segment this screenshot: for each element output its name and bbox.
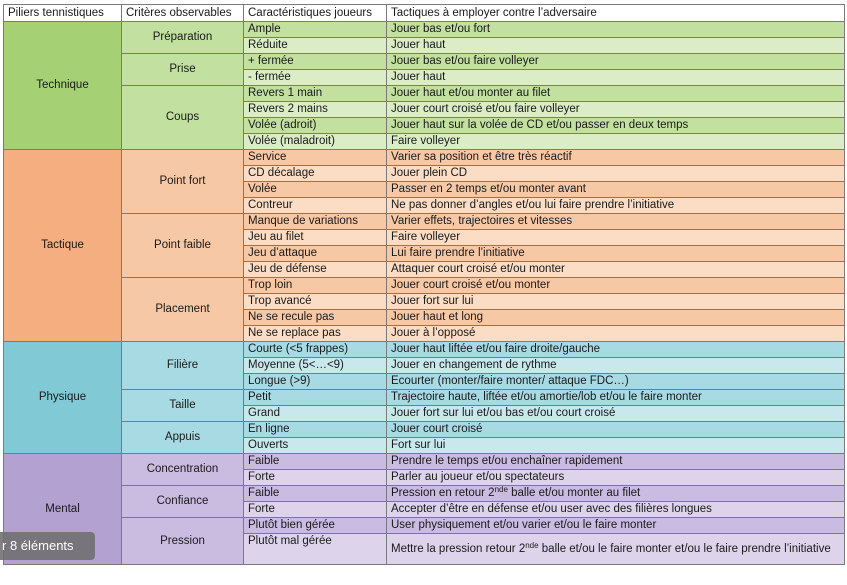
characteristic-cell: Service bbox=[244, 150, 387, 166]
table-row bbox=[4, 86, 845, 102]
tactic-cell bbox=[387, 118, 845, 134]
criterion-cell: Prise bbox=[122, 54, 244, 86]
tactic-cell bbox=[387, 246, 845, 262]
characteristic-cell: Ne se replace pas bbox=[244, 326, 387, 342]
table-row bbox=[4, 278, 845, 294]
tactic-cell bbox=[387, 262, 845, 278]
tactic-cell bbox=[387, 358, 845, 374]
tactic-text: Jouer à l’opposé bbox=[391, 327, 476, 339]
tactic-text: Jouer court croisé et/ou faire volleyer bbox=[391, 103, 580, 115]
tactic-cell bbox=[387, 230, 845, 246]
tactic-cell bbox=[387, 294, 845, 310]
item-count-overlay: r 8 éléments bbox=[0, 532, 95, 560]
criterion-cell: Filière bbox=[122, 342, 244, 390]
criterion-cell: Appuis bbox=[122, 422, 244, 454]
table-row bbox=[4, 486, 845, 502]
table-row bbox=[4, 22, 845, 38]
characteristic-cell: Longue (>9) bbox=[244, 374, 387, 390]
tactic-text: Jouer haut liftée et/ou faire droite/gauche bbox=[391, 343, 601, 355]
pillar-cell: Tactique bbox=[4, 150, 122, 342]
criterion-cell: Pression bbox=[122, 518, 244, 565]
characteristic-cell: Volée (adroit) bbox=[244, 118, 387, 134]
tactic-cell bbox=[387, 438, 845, 454]
tactic-cell bbox=[387, 406, 845, 422]
table-row bbox=[4, 150, 845, 166]
tactic-text: Varier effets, trajectoires et vitesses bbox=[391, 215, 573, 227]
pillar-cell: Technique bbox=[4, 22, 122, 150]
tactic-text: Faire volleyer bbox=[391, 231, 461, 243]
criterion-cell: Préparation bbox=[122, 22, 244, 54]
characteristic-cell: Réduite bbox=[244, 38, 387, 54]
characteristic-cell: Courte (<5 frappes) bbox=[244, 342, 387, 358]
tactic-text-after: balle et/ou le faire monter et/ou le faire prendre l’initiative bbox=[538, 543, 831, 555]
tactic-cell bbox=[387, 310, 845, 326]
table-row bbox=[4, 390, 845, 406]
characteristic-cell: - fermée bbox=[244, 70, 387, 86]
pillar-cell: Physique bbox=[4, 342, 122, 454]
tactic-cell bbox=[387, 102, 845, 118]
characteristic-cell: Ample bbox=[244, 22, 387, 38]
tactic-cell bbox=[387, 422, 845, 438]
tactic-text: Jouer fort sur lui et/ou bas et/ou court croisé bbox=[391, 407, 616, 419]
tactic-cell bbox=[387, 486, 845, 502]
tactic-cell bbox=[387, 518, 845, 534]
table-body bbox=[4, 22, 845, 565]
tactic-superscript: nde bbox=[494, 485, 508, 494]
tactic-text: Ecourter (monter/faire monter/ attaque FDC…) bbox=[391, 375, 629, 387]
characteristic-cell: + fermée bbox=[244, 54, 387, 70]
table-row bbox=[4, 54, 845, 70]
tactic-text: Fort sur lui bbox=[391, 439, 446, 451]
tactic-cell bbox=[387, 214, 845, 230]
characteristic-cell: En ligne bbox=[244, 422, 387, 438]
tactic-text: Mettre la pression retour 2 bbox=[391, 543, 526, 555]
tactic-text: Attaquer court croisé et/ou monter bbox=[391, 263, 565, 275]
criterion-cell: Coups bbox=[122, 86, 244, 150]
characteristic-cell: Manque de variations bbox=[244, 214, 387, 230]
tactic-cell bbox=[387, 70, 845, 86]
tactic-cell bbox=[387, 374, 845, 390]
tactic-text: Accepter d’être en défense et/ou user avec des filières longues bbox=[391, 503, 712, 515]
characteristic-cell: Forte bbox=[244, 470, 387, 486]
characteristic-cell: Forte bbox=[244, 502, 387, 518]
tactic-text-after: balle et/ou monter au filet bbox=[507, 487, 641, 499]
characteristic-cell: Jeu au filet bbox=[244, 230, 387, 246]
tactic-text: User physiquement et/ou varier et/ou le faire monter bbox=[391, 519, 657, 531]
tactic-cell bbox=[387, 22, 845, 38]
criterion-cell: Point fort bbox=[122, 150, 244, 214]
tactic-text: Prendre le temps et/ou enchaîner rapidement bbox=[391, 455, 623, 467]
tactic-cell bbox=[387, 134, 845, 150]
tactic-cell bbox=[387, 54, 845, 70]
tactic-cell bbox=[387, 166, 845, 182]
tactics-table-container bbox=[3, 4, 845, 565]
tactic-text: Jouer bas et/ou fort bbox=[391, 23, 491, 35]
criterion-cell: Placement bbox=[122, 278, 244, 342]
characteristic-cell: Plutôt bien gérée bbox=[244, 518, 387, 534]
tactic-text: Pression en retour 2 bbox=[391, 487, 495, 499]
table-row bbox=[4, 518, 845, 534]
criterion-cell: Concentration bbox=[122, 454, 244, 486]
criterion-cell: Point faible bbox=[122, 214, 244, 278]
header-piliers: Piliers tennistiques bbox=[4, 5, 122, 22]
characteristic-cell: Petit bbox=[244, 390, 387, 406]
tactic-text: Jouer plein CD bbox=[391, 167, 468, 179]
tactic-text: Jouer haut et long bbox=[391, 311, 484, 323]
characteristic-cell: Moyenne (5<…<9) bbox=[244, 358, 387, 374]
tactic-cell bbox=[387, 534, 845, 565]
table-row bbox=[4, 422, 845, 438]
header-caracteristiques: Caractéristiques joueurs bbox=[244, 5, 387, 22]
tactic-cell bbox=[387, 86, 845, 102]
tactic-superscript: nde bbox=[525, 541, 539, 550]
tactic-text: Trajectoire haute, liftée et/ou amortie/lob et/ou le faire monter bbox=[391, 391, 702, 403]
characteristic-cell: Revers 2 mains bbox=[244, 102, 387, 118]
characteristic-cell: Jeu de défense bbox=[244, 262, 387, 278]
tactic-cell bbox=[387, 326, 845, 342]
tactic-cell bbox=[387, 502, 845, 518]
table-row bbox=[4, 214, 845, 230]
tactic-text: Jouer haut bbox=[391, 39, 446, 51]
characteristic-cell: Volée bbox=[244, 182, 387, 198]
characteristic-cell: Faible bbox=[244, 486, 387, 502]
tactic-text: Ne pas donner d’angles et/ou lui faire prendre l’initiative bbox=[391, 199, 675, 211]
tactics-table bbox=[3, 4, 845, 565]
characteristic-cell: Plutôt mal gérée bbox=[244, 534, 387, 565]
table-row bbox=[4, 342, 845, 358]
criterion-cell: Confiance bbox=[122, 486, 244, 518]
tactic-text: Faire volleyer bbox=[391, 135, 461, 147]
tactic-cell bbox=[387, 342, 845, 358]
header-tactiques: Tactiques à employer contre l’adversaire bbox=[387, 5, 845, 22]
characteristic-cell: Faible bbox=[244, 454, 387, 470]
tactic-text: Jouer court croisé et/ou monter bbox=[391, 279, 551, 291]
characteristic-cell: CD décalage bbox=[244, 166, 387, 182]
tactic-text: Jouer fort sur lui bbox=[391, 295, 474, 307]
tactic-text: Passer en 2 temps et/ou monter avant bbox=[391, 183, 586, 195]
characteristic-cell: Jeu d’attaque bbox=[244, 246, 387, 262]
tactic-cell bbox=[387, 38, 845, 54]
tactic-cell bbox=[387, 454, 845, 470]
characteristic-cell: Grand bbox=[244, 406, 387, 422]
tactic-text: Jouer haut et/ou monter au filet bbox=[391, 87, 551, 99]
tactic-text: Lui faire prendre l’initiative bbox=[391, 247, 525, 259]
characteristic-cell: Ouverts bbox=[244, 438, 387, 454]
tactic-cell bbox=[387, 470, 845, 486]
characteristic-cell: Revers 1 main bbox=[244, 86, 387, 102]
tactic-text: Varier sa position et être très réactif bbox=[391, 151, 572, 163]
tactic-cell bbox=[387, 198, 845, 214]
table-row bbox=[4, 454, 845, 470]
tactic-cell bbox=[387, 182, 845, 198]
characteristic-cell: Ne se recule pas bbox=[244, 310, 387, 326]
tactic-text: Jouer bas et/ou faire volleyer bbox=[391, 55, 539, 67]
characteristic-cell: Contreur bbox=[244, 198, 387, 214]
characteristic-cell: Volée (maladroit) bbox=[244, 134, 387, 150]
tactic-text: Jouer court croisé bbox=[391, 423, 483, 435]
tactic-text: Jouer haut bbox=[391, 71, 446, 83]
tactic-cell bbox=[387, 150, 845, 166]
header-row bbox=[4, 5, 845, 22]
criterion-cell: Taille bbox=[122, 390, 244, 422]
tactic-text: Jouer en changement de rythme bbox=[391, 359, 557, 371]
characteristic-cell: Trop avancé bbox=[244, 294, 387, 310]
characteristic-cell: Trop loin bbox=[244, 278, 387, 294]
tactic-cell bbox=[387, 278, 845, 294]
header-criteres: Critères observables bbox=[122, 5, 244, 22]
pillar-cell: Mental bbox=[4, 454, 122, 565]
tactic-cell bbox=[387, 390, 845, 406]
tactic-text: Jouer haut sur la volée de CD et/ou passer en deux temps bbox=[391, 119, 689, 131]
tactic-text: Parler au joueur et/ou spectateurs bbox=[391, 471, 565, 483]
